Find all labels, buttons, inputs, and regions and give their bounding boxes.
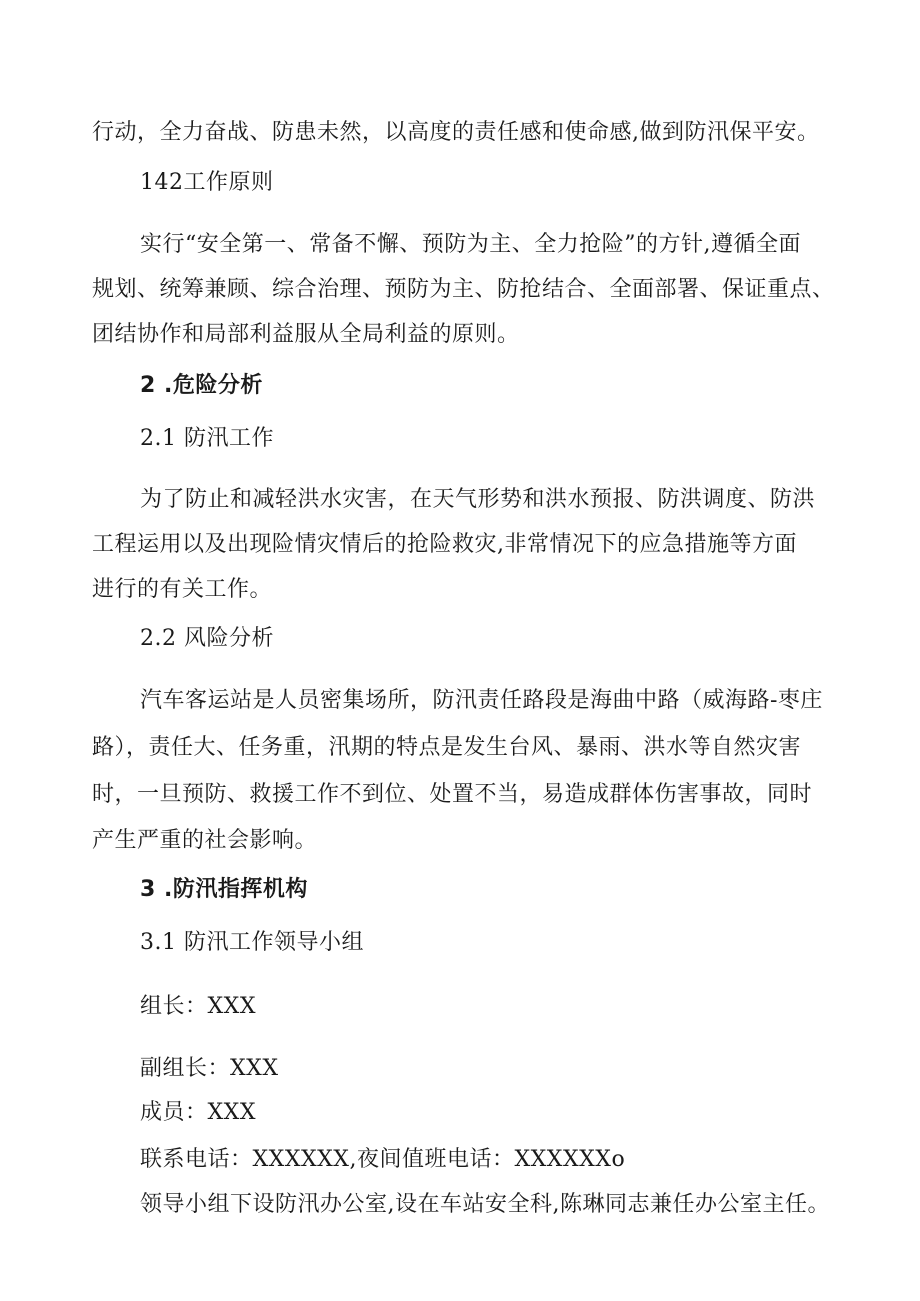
paragraph-line: 团结协作和局部利益服从全局利益的原则。	[92, 322, 520, 347]
section-heading-3-1: 3.1 防汛工作领导小组	[140, 930, 364, 955]
paragraph-line: 汽车客运站是人员密集场所，防汛责任路段是海曲中路（威海路-枣庄	[140, 688, 823, 713]
section-heading-2-1: 2.1 防汛工作	[140, 426, 274, 451]
section-heading-3: 3 .防汛指挥机构	[140, 877, 308, 902]
section-heading-1-4-2: 142工作原则	[140, 170, 274, 195]
contact-phone-line: 联系电话：XXXXXX,夜间值班电话：XXXXXXo	[140, 1147, 626, 1172]
paragraph-line: 实行“安全第一、常备不懈、预防为主、全力抢险”的方针,遵循全面	[140, 232, 801, 257]
paragraph-line: 为了防止和减轻洪水灾害，在天气形势和洪水预报、防洪调度、防洪	[140, 487, 816, 512]
paragraph-line: 工程运用以及出现险情灾情后的抢险救灾,非常情况下的应急措施等方面	[92, 532, 797, 557]
section-heading-2-2: 2.2 风险分析	[140, 626, 274, 651]
paragraph-line: 领导小组下设防汛办公室,设在车站安全科,陈琳同志兼任办公室主任。	[140, 1192, 830, 1217]
team-leader-line: 组长：XXX	[140, 994, 256, 1019]
paragraph-line: 时，一旦预防、救援工作不到位、处置不当，易造成群体伤害事故，同时	[92, 782, 813, 807]
section-heading-2: 2 .危险分析	[140, 373, 263, 398]
paragraph-line: 行动，全力奋战、防患未然，以高度的责任感和使命感,做到防汛保平安。	[92, 120, 820, 145]
deputy-leader-line: 副组长：XXX	[140, 1056, 279, 1081]
paragraph-line: 产生严重的社会影响。	[92, 828, 318, 853]
paragraph-line: 路），责任大、任务重，汛期的特点是发生台风、暴雨、洪水等自然灾害	[92, 735, 802, 760]
paragraph-line: 规划、统筹兼顾、综合治理、预防为主、防抢结合、全面部署、保证重点、	[92, 277, 835, 302]
paragraph-line: 进行的有关工作。	[92, 577, 273, 602]
members-line: 成员：XXX	[140, 1100, 256, 1125]
